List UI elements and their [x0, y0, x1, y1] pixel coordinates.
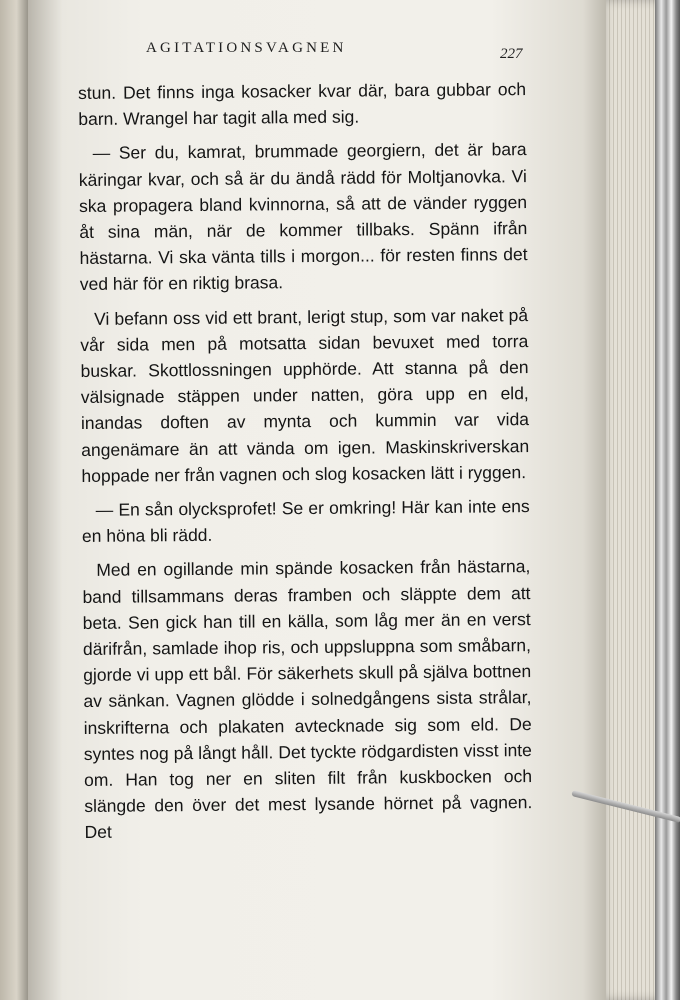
paragraph: stun. Det finns inga kosacker kvar där, bara gubbar och barn. Wrangel har tagit alla med sig. — [78, 79, 527, 130]
foil-cover-edge — [655, 0, 680, 1000]
left-page-edge — [0, 0, 30, 1000]
page-number: 227 — [500, 46, 523, 62]
running-head: AGITATIONSVAGNEN — [146, 40, 347, 56]
paragraph: Vi befann oss vid ett brant, lerigt stup, som var naket på vår sida men på motsatta sidan bevuxet med torra buskar. Skottlossningen upphörde. Att stanna på den välsignade stäppen under natten, göra upp en eld, inandas doften av mynta och kummin var vida angenämare än att vända om igen. Maskinskriverskan hoppade ner från vagnen och slog kosacken lätt i ryggen. — [80, 304, 530, 486]
paragraph: — En sån olycksprofet! Se er omkring! Här kan inte ens en höna bli rädd. — [81, 496, 530, 547]
book-page — [28, 0, 606, 1000]
body-text — [78, 76, 533, 854]
paragraph: Med en ogillande min spände kosacken från hästarna, band tillsammans deras framben och släppte dem att beta. Sen gick han till en källa, som låg mer än en verst därifrån, samlade ihop ris, och uppsluppna som småbarn, gjorde vi upp ett bål. För säkerhets skull på själva bottnen av sänkan. Vagnen glödde i solnedgångens sista strålar, inskrifterna och plakaten avtecknade sig som eld. De syntes nog på långt håll. Det tyckte rödgardisten visst inte om. Han tog ner en sliten filt från kuskbocken och slängde den över det mest lysande hörnet på vagnen. Det — [82, 556, 533, 843]
paragraph: — Ser du, kamrat, brummade georgiern, det är bara käringar kvar, och så är du ändå rädd för Moltjanovka. Vi ska propagera bland kvinnorna, så att de vänder ryggen åt sina män, när de kommer tillbaks. Spänn ifrån hästarna. Vi ska vänta tills i morgon... för resten finns det ved här för en riktig brasa. — [78, 139, 528, 295]
